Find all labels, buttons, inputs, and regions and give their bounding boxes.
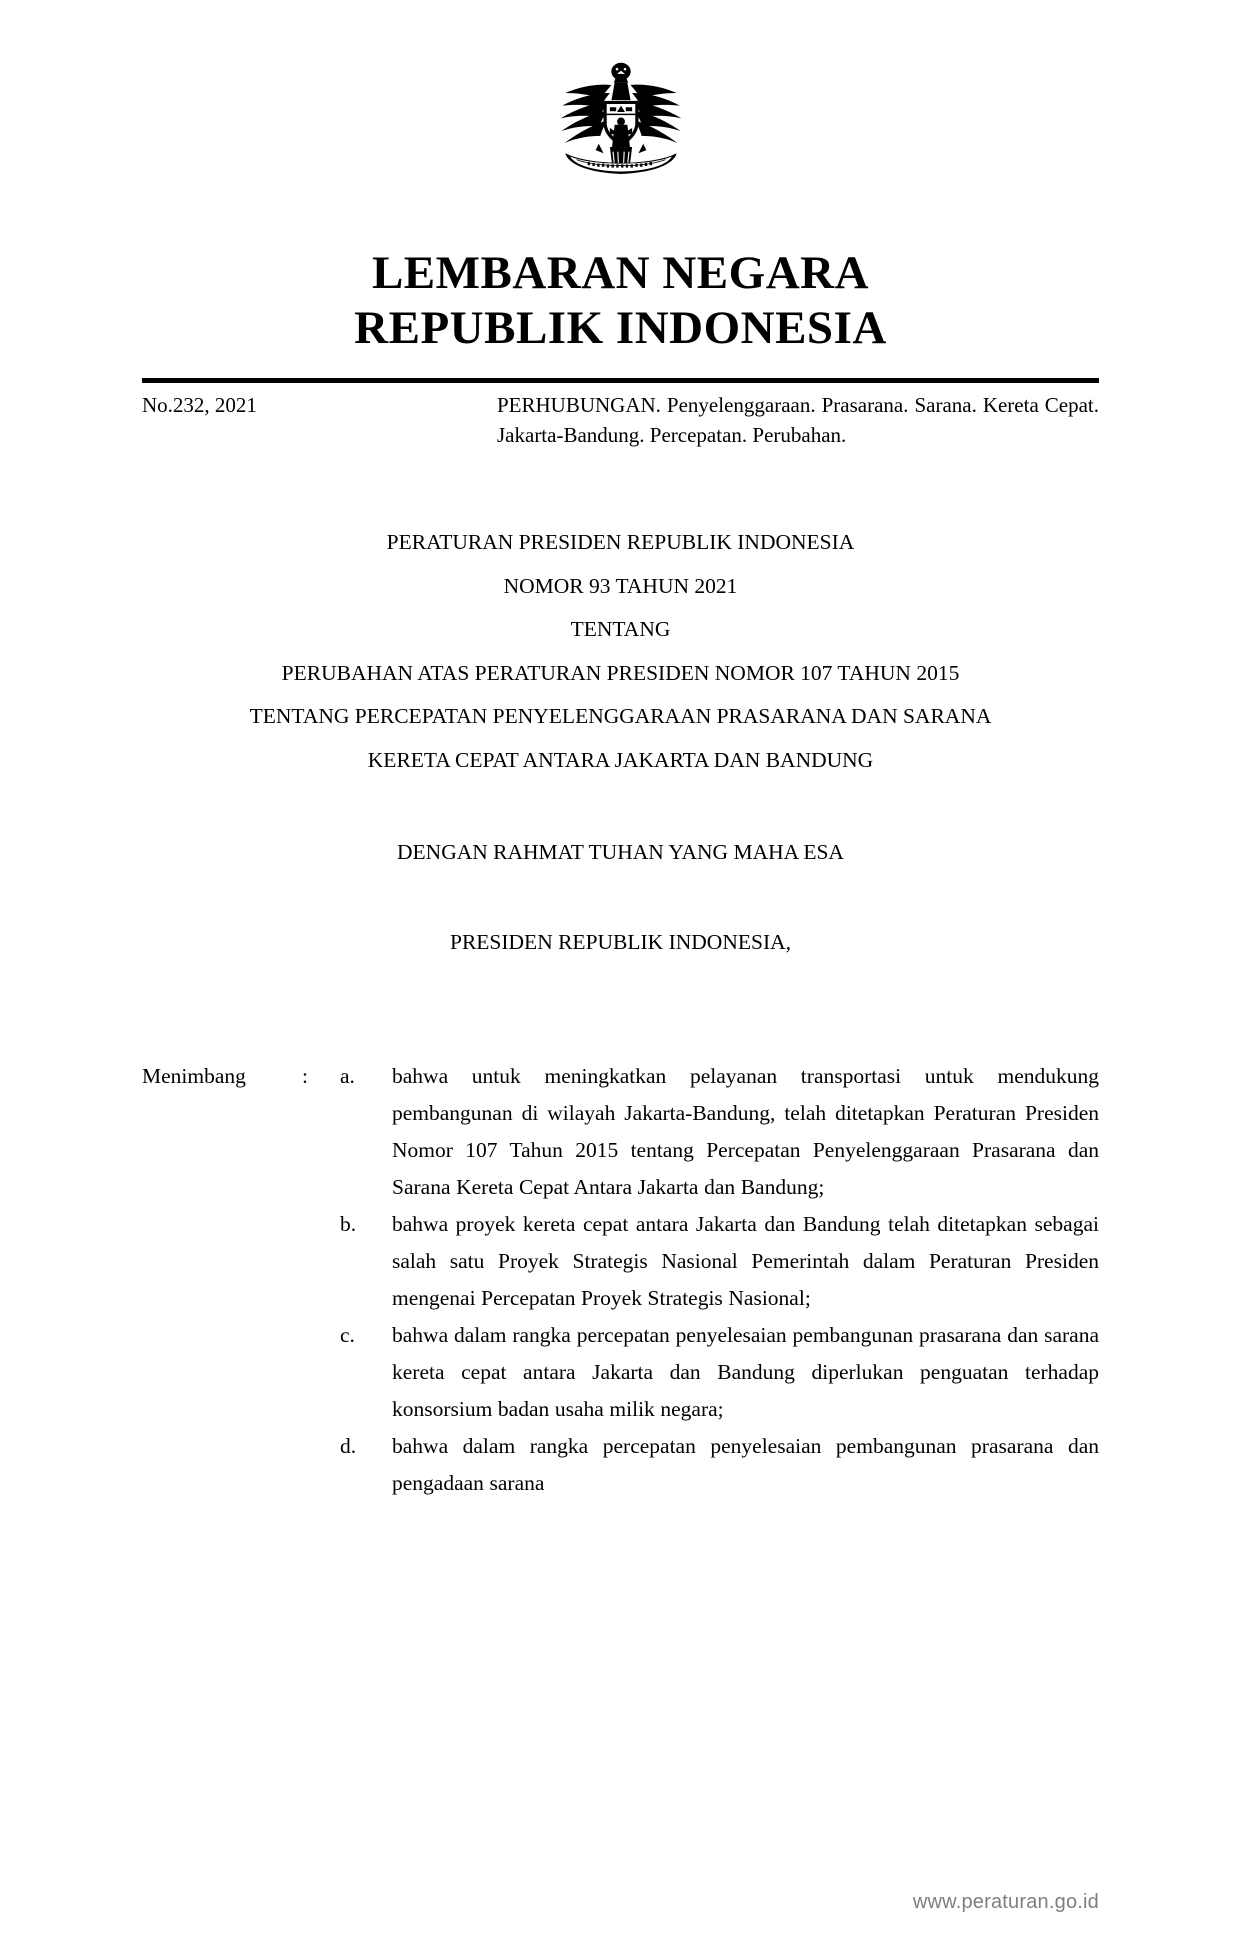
title-line-6: KERETA CEPAT ANTARA JAKARTA DAN BANDUNG xyxy=(367,747,874,772)
list-item xyxy=(340,1428,1099,1502)
list-item-marker: a. xyxy=(340,1064,355,1088)
subject-keywords: PERHUBUNGAN. Penyelenggaraan. Prasarana. Sarana. Kereta Cepat. Jakarta-Bandung. Percepatan. Perubahan. xyxy=(497,393,1099,448)
masthead-line-2: REPUBLIK INDONESIA xyxy=(354,302,887,355)
considering-label: Menimbang xyxy=(142,1064,246,1088)
garuda-pancasila-emblem xyxy=(541,58,701,193)
invocation-line: DENGAN RAHMAT TUHAN YANG MAHA ESA xyxy=(397,840,844,864)
considering-section xyxy=(142,1058,1099,1502)
list-item xyxy=(340,1317,1099,1428)
list-item-marker: c. xyxy=(340,1322,355,1347)
header-info-row xyxy=(142,390,1099,451)
list-item-text: bahwa dalam rangka percepatan penyelesaian pembangunan prasarana dan sarana kereta cepat antara Jakarta dan Bandung diperlukan penguatan terhadap konsorsium badan usaha milik negara; xyxy=(392,1322,1099,1421)
list-item-marker: b. xyxy=(340,1211,357,1236)
list-item-text: bahwa proyek kereta cepat antara Jakarta dan Bandung telah ditetapkan sebagai salah satu Proyek Strategis Nasional Pemerintah dalam Peraturan Presiden mengenai Percepatan Proyek Strategis Nasional; xyxy=(392,1211,1099,1310)
list-item xyxy=(340,1206,1099,1317)
title-line-5: TENTANG PERCEPATAN PENYELENGGARAAN PRASARANA DAN SARANA xyxy=(249,704,992,728)
list-item-marker: d. xyxy=(340,1433,357,1458)
regulation-title-block xyxy=(70,532,1171,771)
considering-row xyxy=(142,1058,1099,1502)
considering-colon: : xyxy=(302,1064,308,1088)
title-line-2: NOMOR 93 TAHUN 2021 xyxy=(503,573,738,598)
title-line-4: PERUBAHAN ATAS PERATURAN PRESIDEN NOMOR 107 TAHUN 2015 xyxy=(281,660,960,685)
masthead-line-1: LEMBARAN NEGARA xyxy=(371,247,870,299)
list-item-text: bahwa dalam rangka percepatan penyelesaian pembangunan prasarana dan pengadaan sarana xyxy=(392,1433,1099,1495)
list-item-text: bahwa untuk meningkatkan pelayanan transportasi untuk mendukung pembangunan di wilayah Jakarta-Bandung, telah ditetapkan Peraturan Presiden Nomor 107 Tahun 2015 tentang Percepatan Penyelenggaraan Prasarana dan Sarana Kereta Cepat Antara Jakarta dan Bandung; xyxy=(392,1064,1099,1199)
emblem-container xyxy=(0,58,1241,193)
considering-item-list xyxy=(340,1058,1099,1502)
signatory-line: PRESIDEN REPUBLIK INDONESIA, xyxy=(449,930,792,954)
title-line-1: PERATURAN PRESIDEN REPUBLIK INDONESIA xyxy=(386,530,855,554)
issue-number: No.232, 2021 xyxy=(142,393,257,417)
title-line-3: TENTANG xyxy=(570,617,671,641)
list-item xyxy=(340,1058,1099,1206)
masthead-divider-rule xyxy=(142,378,1099,383)
footer-watermark: www.peraturan.go.id xyxy=(912,1891,1099,1913)
masthead-title xyxy=(0,246,1241,357)
